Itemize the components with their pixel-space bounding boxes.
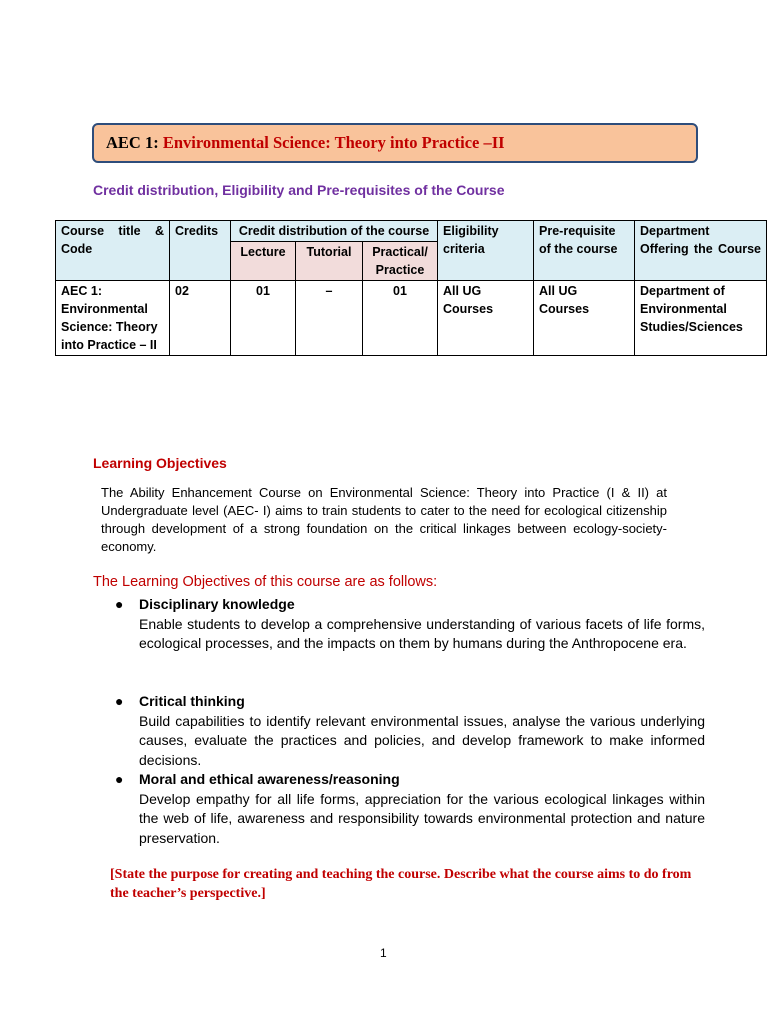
objective-body: Build capabilities to identify relevant environmental issues, analyse the various underlying causes, evaluate the practices and policies, and develop framework to make informed decisions. [139,712,705,768]
table-row [56,281,767,356]
cell-credits: 02 [170,281,231,356]
objective-title: Moral and ethical awareness/reasoning [139,771,400,787]
cell-eligibility: All UG Courses [438,281,534,356]
course-title-box [92,123,698,163]
objective-title: Disciplinary knowledge [139,596,295,612]
cell-lecture: 01 [231,281,296,356]
course-name: Environmental Science: Theory into Practice –II [162,133,505,152]
section-subtitle: Credit distribution, Eligibility and Pre-requisites of the Course [93,182,505,198]
list-item [115,692,705,770]
header-tutorial: Tutorial [296,242,363,281]
bullet-icon: ● [115,693,124,709]
instruction-note: [State the purpose for creating and teaching the course. Describe what the course aims to do from the teacher’s perspective.] [110,867,692,901]
objective-body: Enable students to develop a comprehensive understanding of various facets of life forms, ecological processes, and the impacts on them by humans during the Anthropocene era. [139,615,705,651]
list-item [115,595,705,654]
cell-tutorial: – [296,281,363,356]
cell-practical: 01 [363,281,438,356]
intro-paragraph: The Ability Enhancement Course on Environmental Science: Theory into Practice (I & II) at Undergraduate level (AEC- I) aims to train students to cater to the need for ecological citizenship through development of a strong foundation on the critical linkages between ecology-society-economy. [101,485,667,554]
bullet-icon: ● [115,596,124,612]
cell-prerequisite: All UG Courses [534,281,635,356]
header-practical: Practical/ Practice [363,242,438,281]
objective-title: Critical thinking [139,693,245,709]
course-code: AEC 1: [106,133,159,152]
cell-department: Department of Environmental Studies/Sciences [635,281,767,356]
cell-course-title: AEC 1: Environmental Science: Theory into Practice – II [56,281,170,356]
header-department: Department Offering the Course [635,221,767,281]
page-number: 1 [380,946,387,960]
objective-body: Develop empathy for all life forms, appreciation for the various ecological linkages within the web of life, awareness and responsibility towards environmental protection and nature preservation. [139,790,705,846]
table-header-row [56,221,767,242]
header-credits: Credits [170,221,231,281]
header-credit-distribution: Credit distribution of the course [231,221,438,242]
header-lecture: Lecture [231,242,296,281]
list-item [115,770,705,848]
credit-distribution-table [55,220,767,356]
header-prerequisite: Pre-requisite of the course [534,221,635,281]
bullet-icon: ● [115,771,124,787]
header-eligibility: Eligibility criteria [438,221,534,281]
header-course-title: Course title & Code [56,221,170,281]
learning-objectives-heading: Learning Objectives [93,455,227,471]
objectives-intro: The Learning Objectives of this course are as follows: [93,574,438,590]
